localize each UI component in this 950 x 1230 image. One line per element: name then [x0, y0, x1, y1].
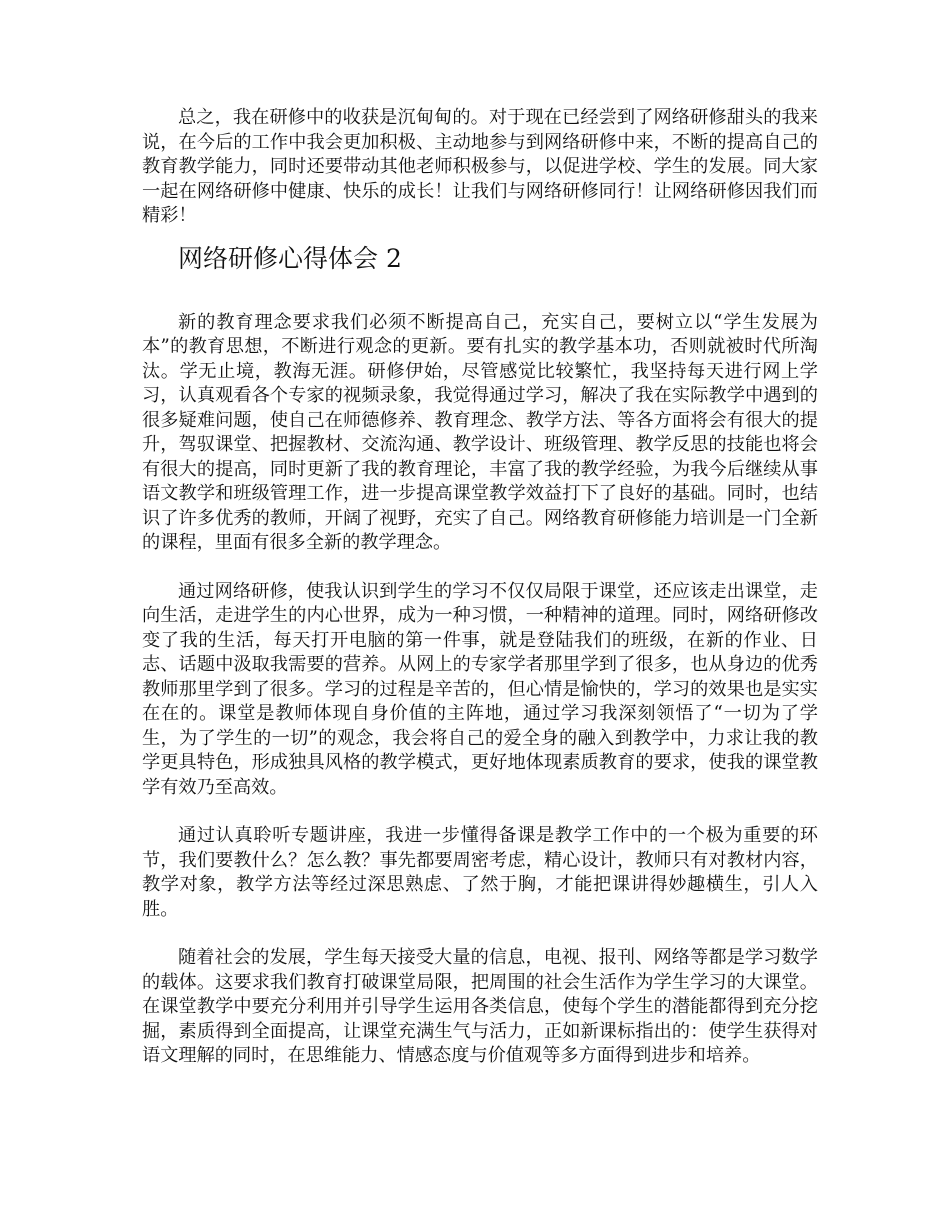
- intro-paragraph: 总之，我在研修中的收获是沉甸甸的。对于现在已经尝到了网络研修甜头的我来说，在今后的工作中我会更加积极、主动地参与到网络研修中来，不断的提高自己的教育教学能力，同时还要带动其他老师积极参与，以促进学校、学生的发展。同大家一起在网络研修中健康、快乐的成长！让我们与网络研修同行！让网络研修因我们而精彩！: [142, 107, 818, 226]
- body-paragraph-4: 随着社会的发展，学生每天接受大量的信息，电视、报刊、网络等都是学习数学的载体。这要求我们教育打破课堂局限，把周围的社会生活作为学生学习的大课堂。在课堂教学中要充分利用并引导学生运用各类信息，使每个学生的潜能都得到充分挖掘，素质得到全面提高，让课堂充满生气与活力，正如新课标指出的：使学生获得对语文理解的同时，在思维能力、情感态度与价值观等多方面得到进步和培养。: [142, 947, 818, 1066]
- body-paragraph-2: 通过网络研修，使我认识到学生的学习不仅仅局限于课堂，还应该走出课堂，走向生活，走进学生的内心世界，成为一种习惯，一种精神的道理。同时，网络研修改变了我的生活，每天打开电脑的第一件事，就是登陆我们的班级，在新的作业、日志、话题中汲取我需要的营养。从网上的专家学者那里学到了很多，也从身边的优秀教师那里学到了很多。学习的过程是辛苦的，但心情是愉快的，学习的效果也是实实在在的。课堂是教师体现自身价值的主阵地，通过学习我深刻领悟了“一切为了学生，为了学生的一切”的观念，我会将自己的爱全身的融入到教学中，力求让我的教学更具特色，形成独具风格的教学模式，更好地体现素质教育的要求，使我的课堂教学有效乃至高效。: [142, 580, 818, 798]
- document-body: [142, 106, 818, 1093]
- section-title: 网络研修心得体会 2: [178, 243, 402, 273]
- body-paragraph-3: 通过认真聆听专题讲座，我进一步懂得备课是教学工作中的一个极为重要的环节，我们要教什么？怎么教？事先都要周密考虑，精心设计，教师只有对教材内容，教学对象，教学方法等经过深思熟虑、了然于胸，才能把课讲得妙趣横生，引人入胜。: [142, 825, 818, 920]
- body-paragraph-1: 新的教育理念要求我们必须不断提高自己，充实自己，要树立以“学生发展为本”的教育思想，不断进行观念的更新。要有扎实的教学基本功，否则就被时代所淘汰。学无止境，教海无涯。研修伊始，尽管感觉比较繁忙，我坚持每天进行网上学习，认真观看各个专家的视频录象，我觉得通过学习，解决了我在实际教学中遇到的很多疑难问题，使自己在师德修养、教育理念、教学方法、等各方面将会有很大的提升，驾驭课堂、把握教材、交流沟通、教学设计、班级管理、教学反思的技能也将会有很大的提高，同时更新了我的教育理论，丰富了我的教学经验，为我今后继续从事语文教学和班级管理工作，进一步提高课堂教学效益打下了良好的基础。同时，也结识了许多优秀的教师，开阔了视野，充实了自己。网络教育研修能力培训是一门全新的课程，里面有很多全新的教学理念。: [142, 311, 818, 553]
